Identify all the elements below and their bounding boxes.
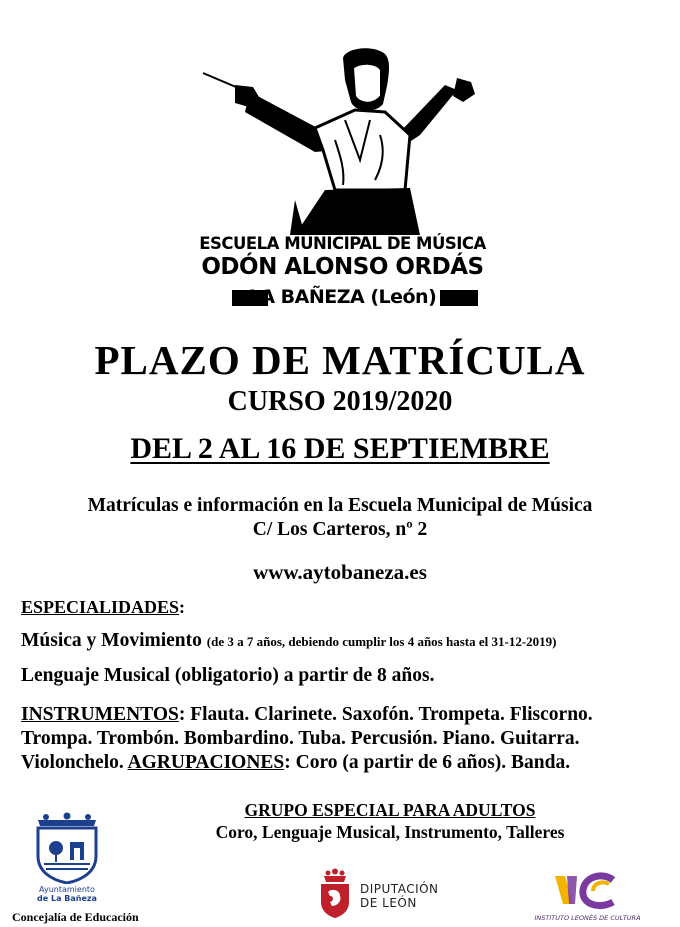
logo-line-2: ODÓN ALONSO ORDÁS <box>201 254 484 280</box>
concejalia-label: Concejalía de Educación <box>12 910 139 924</box>
course-year: CURSO 2019/2020 <box>227 386 453 417</box>
instrumentos-line-1 <box>21 704 593 726</box>
school-logo <box>195 40 490 315</box>
agrupaciones-text: : Coro (a partir de 6 años). Banda. <box>284 752 571 773</box>
info-line-1: Matrículas e información en la Escuela Municipal de Música <box>87 495 593 516</box>
diputacion-line-2: DE LEÓN <box>360 896 417 910</box>
coat-of-arms-icon <box>28 812 106 884</box>
instrumentos-line-3 <box>21 752 570 774</box>
musica-movimiento <box>21 630 556 652</box>
instrumentos-line-2: Trompa. Trombón. Bombardino. Tuba. Percusión. Piano. Guitarra. <box>21 728 580 749</box>
ayuntamiento-logo <box>28 812 106 912</box>
ilc-logo <box>525 870 650 925</box>
grupo-adultos-title: GRUPO ESPECIAL PARA ADULTOS <box>244 800 536 820</box>
logo-line-3: LA BAÑEZA (León) <box>248 286 437 308</box>
instrumentos-text-1: : Flauta. Clarinete. Saxofón. Trompeta. Fliscorno. <box>178 704 593 725</box>
especialidades-label: ESPECIALIDADES <box>21 597 180 617</box>
enrollment-dates <box>0 432 680 466</box>
instrumentos-text-3: Violonchelo. <box>21 752 128 773</box>
diputacion-line-1: DIPUTACIÓN <box>360 882 439 896</box>
instrumentos-label: INSTRUMENTOS <box>21 704 179 725</box>
musica-note: (de 3 a 7 años, debiendo cumplir los 4 años hasta el 31-12-2019) <box>206 634 557 649</box>
grupo-adultos-subtitle: Coro, Lenguaje Musical, Instrumento, Talleres <box>215 822 565 842</box>
page-title: PLAZO DE MATRÍCULA <box>94 337 586 383</box>
lion-crest-icon <box>318 868 352 918</box>
especialidades-heading <box>21 597 185 618</box>
logo-line-1: ESCUELA MUNICIPAL DE MÚSICA <box>199 234 486 253</box>
lenguaje-musical: Lenguaje Musical (obligatorio) a partir de 8 años. <box>21 665 435 686</box>
ayto-line-1: Ayuntamiento <box>39 885 95 894</box>
conductor-icon <box>195 40 490 240</box>
ayto-line-2: de La Bañeza <box>37 894 97 903</box>
musica-label: Música y Movimiento <box>21 630 202 651</box>
website-link[interactable]: www.aytobaneza.es <box>253 560 427 584</box>
info-line-2: C/ Los Carteros, nº 2 <box>252 519 428 540</box>
agrupaciones-label: AGRUPACIONES <box>127 752 285 773</box>
especialidades-colon: : <box>179 597 186 617</box>
diputacion-logo <box>318 868 448 920</box>
enrollment-dates-text: DEL 2 AL 16 DE SEPTIEMBRE <box>130 432 550 465</box>
ilc-label: INSTITUTO LEONÉS DE CULTURA <box>534 914 641 922</box>
ilc-mark-icon <box>551 870 621 912</box>
